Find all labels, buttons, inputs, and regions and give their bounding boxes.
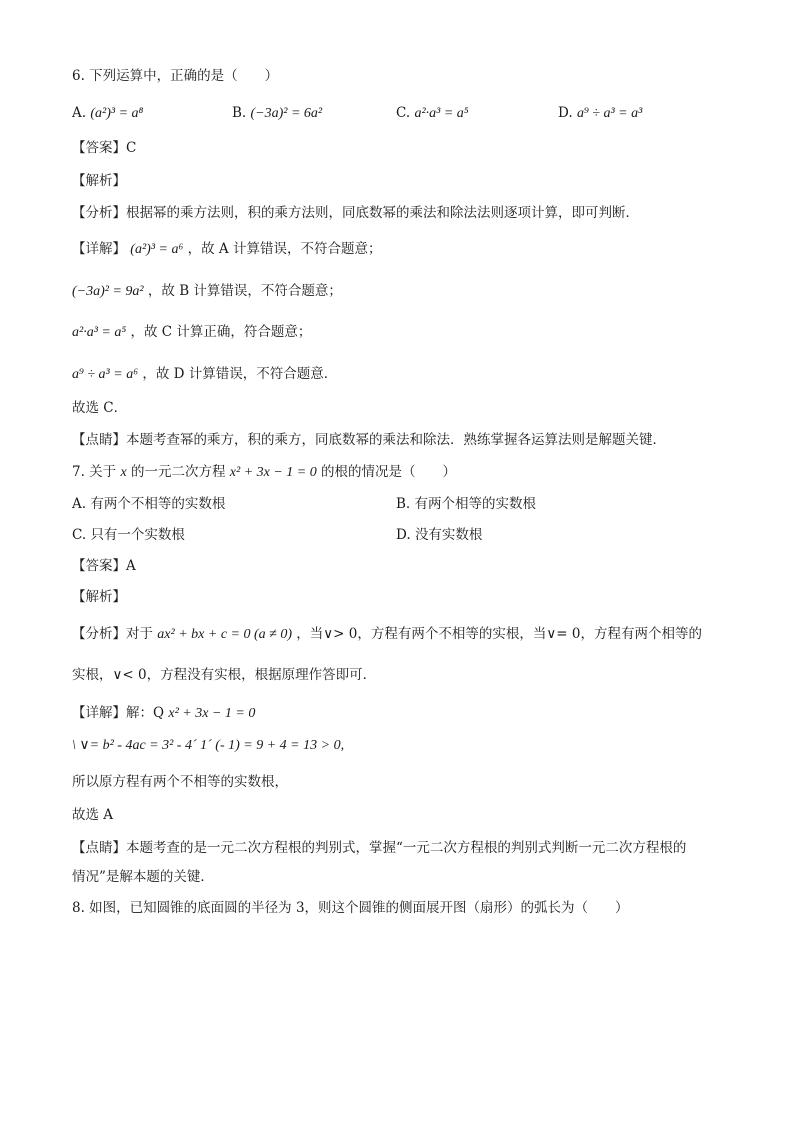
- q7-comment-2: 情况”是解本题的关键．: [72, 869, 214, 885]
- option-label: A.: [72, 496, 87, 512]
- detail-text: ，故 D 计算错误，不符合题意．: [142, 366, 338, 382]
- option-label: D.: [396, 527, 411, 543]
- q7-stem: [72, 462, 456, 483]
- stem-var: x: [120, 465, 127, 480]
- detail-expr: (−3a)² = 9a²: [72, 284, 144, 299]
- option-label: C.: [72, 527, 87, 543]
- q6-detail-4: [72, 364, 337, 385]
- q6-choose: 故选 C．: [72, 400, 128, 416]
- q6-option-b: [232, 103, 322, 124]
- detail-expr: a⁹ ÷ a³ = a⁶: [72, 367, 139, 382]
- option-expr: a⁹ ÷ a³ = a³: [576, 106, 643, 121]
- q6-jiexi-heading: 【解析】: [72, 173, 126, 189]
- stem-mid: 的一元二次方程: [130, 464, 226, 480]
- option-expr: a²·a³ = a⁵: [414, 106, 469, 121]
- q7-detail-1: [72, 703, 255, 724]
- q6-stem: 6. 下列运算中，正确的是（ ）: [72, 68, 279, 84]
- q6-option-a: [72, 103, 143, 124]
- detail-text: ，故 B 计算错误，不符合题意；: [147, 283, 342, 299]
- analysis-post: ，当∨> 0，方程有两个不相等的实根，当∨= 0，方程有两个相等的: [296, 626, 702, 642]
- q7-option-c: [72, 525, 185, 545]
- q7-analysis-2: 实根，∨< 0，方程没有实根，根据原理作答即可．: [72, 667, 377, 683]
- option-label: C.: [396, 105, 411, 121]
- q7-option-b: [396, 494, 536, 514]
- q6-answer: 【答案】C: [72, 140, 137, 156]
- analysis-pre: 【分析】对于: [72, 626, 153, 642]
- option-text: 只有一个实数根: [90, 527, 185, 543]
- option-text: 有两个不相等的实数根: [90, 496, 226, 512]
- option-text: 有两个相等的实数根: [414, 496, 537, 512]
- q7-jiexi-heading: 【解析】: [72, 589, 126, 605]
- detail-expr: a²·a³ = a⁵: [72, 325, 127, 340]
- q7-option-a: [72, 494, 225, 514]
- q6-detail-3: [72, 322, 311, 343]
- q7-detail-2: \ ∨= b² - 4ac = 3² - 4´ 1´ (- 1) = 9 + 4 = 13 > 0,: [72, 738, 345, 753]
- q7-choose: 故选 A: [72, 807, 114, 823]
- q7-comment-1: 【点睛】本题考查的是一元二次方程根的判别式，掌握“一元二次方程根的判别式判断一元二次方程根的: [72, 840, 687, 856]
- detail-prefix: 【详解】: [72, 241, 126, 257]
- q6-detail-1: [72, 239, 381, 260]
- detail-text: ，故 C 计算正确，符合题意；: [130, 324, 312, 340]
- option-expr: (a²)³ = a⁸: [90, 106, 144, 121]
- option-label: B.: [232, 105, 247, 121]
- q7-option-d: [396, 525, 482, 545]
- stem-equation: x² + 3x − 1 = 0: [229, 465, 317, 480]
- q6-detail-2: [72, 281, 342, 302]
- detail-equation: x² + 3x − 1 = 0: [168, 706, 256, 721]
- analysis-equation: ax² + bx + c = 0 (a ≠ 0): [157, 627, 292, 642]
- q6-option-d: [558, 103, 642, 124]
- q7-analysis-1: [72, 624, 702, 645]
- q6-analysis: 【分析】根据幂的乘方法则，积的乘方法则，同底数幂的乘法和除法法则逐项计算，即可判断．: [72, 205, 639, 221]
- q7-answer: 【答案】A: [72, 558, 136, 574]
- option-label: D.: [558, 105, 573, 121]
- q8-stem: 8. 如图，已知圆锥的底面圆的半径为 3，则这个圆锥的侧面展开图（扇形）的弧长为（ ）: [72, 900, 629, 916]
- option-text: 没有实数根: [414, 527, 483, 543]
- detail-text: ，故 A 计算错误，不符合题意；: [187, 241, 382, 257]
- q6-option-c: [396, 103, 469, 124]
- stem-pre: 7. 关于: [72, 464, 117, 480]
- detail-expr: (a²)³ = a⁶: [130, 242, 184, 257]
- option-expr: (−3a)² = 6a²: [250, 106, 323, 121]
- q7-detail-3: 所以原方程有两个不相等的实数根，: [72, 774, 288, 790]
- detail-pre: 【详解】解：Q: [72, 705, 165, 721]
- option-label: A.: [72, 105, 87, 121]
- option-label: B.: [396, 496, 411, 512]
- q6-comment: 【点睛】本题考查幂的乘方，积的乘方，同底数幂的乘法和除法．熟练掌握各运算法则是解题关键．: [72, 432, 666, 448]
- stem-post: 的根的情况是（ ）: [321, 464, 457, 480]
